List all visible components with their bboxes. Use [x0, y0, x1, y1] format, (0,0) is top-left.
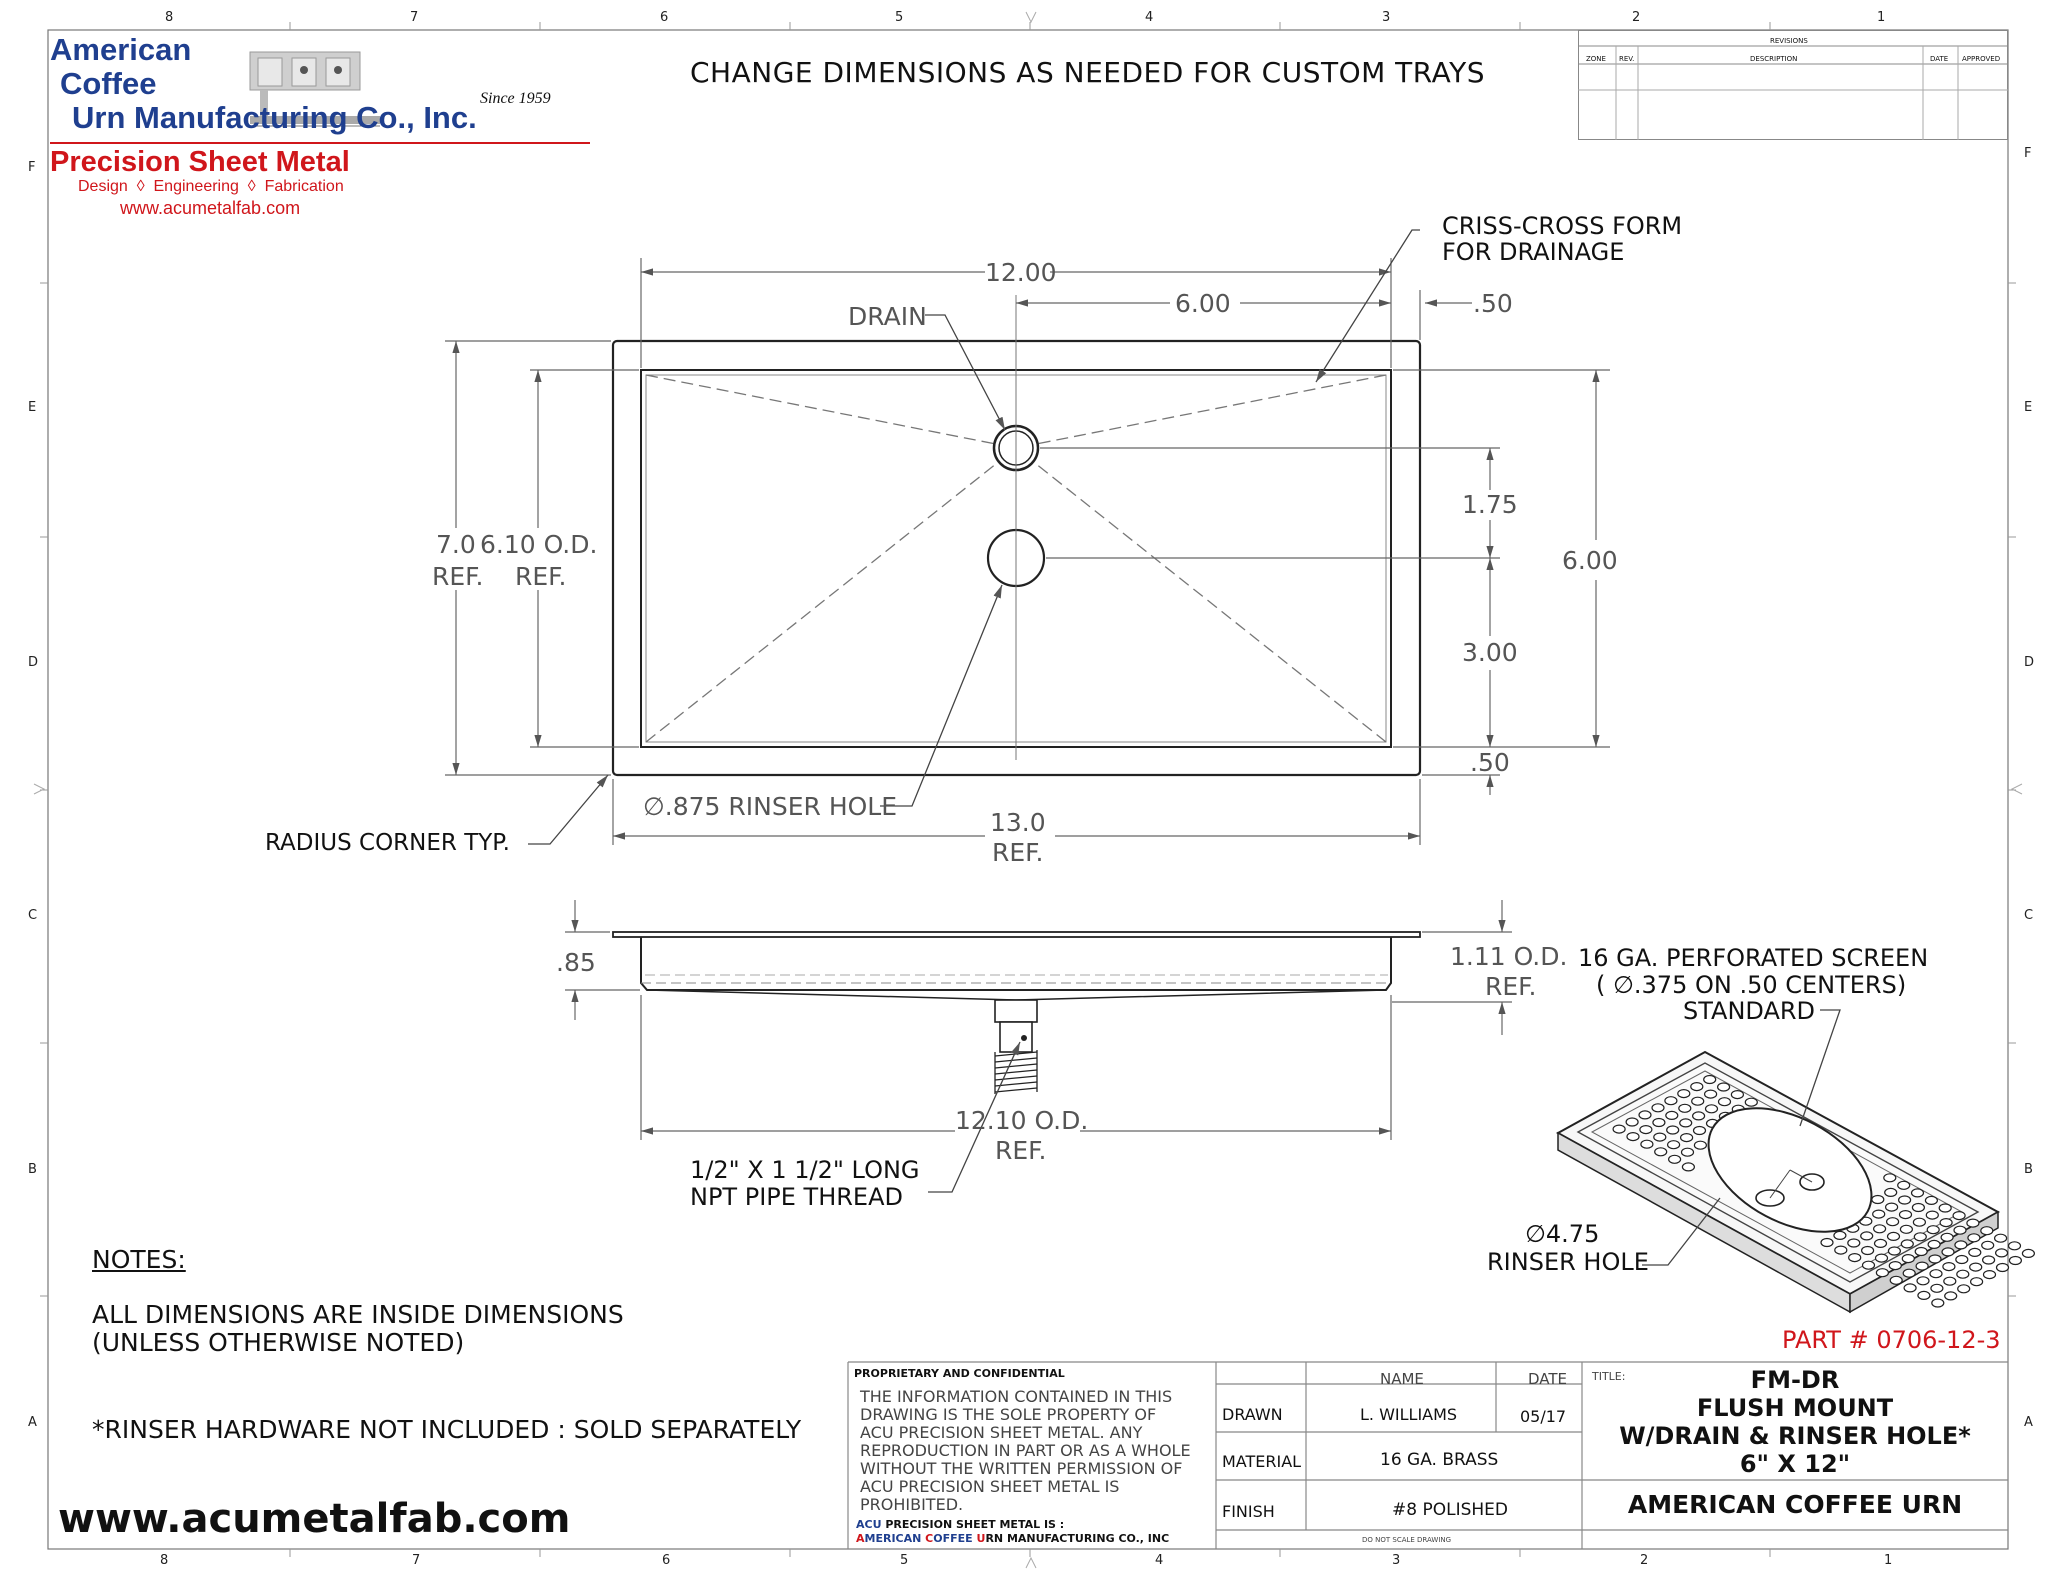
logo-line-american: American [50, 32, 192, 67]
dim-rinser-to-bottom: 3.00 [1462, 638, 1518, 667]
proprietary-text-line: THE INFORMATION CONTAINED IN THIS [860, 1387, 1173, 1406]
zone-row-c: C [28, 908, 38, 923]
dim-od-depth: 1.11 O.D. [1450, 942, 1568, 971]
callout-rinser-big-2: RINSER HOLE [1487, 1248, 1649, 1276]
title-block-finish-label: FINISH [1222, 1502, 1275, 1521]
title-block-name-header: NAME [1380, 1370, 1424, 1388]
dim-od-depth-ref: REF. [1485, 972, 1537, 1001]
callout-criss-cross-2: FOR DRAINAGE [1442, 238, 1625, 266]
dim-flange-top: .50 [1473, 289, 1513, 318]
acu-prefix: ACU [856, 1518, 882, 1531]
zone-row-f: F [28, 160, 36, 175]
zone-col-8-bottom: 8 [160, 1553, 169, 1568]
zone-row-a: A [28, 1415, 37, 1430]
zone-col-5: 5 [895, 10, 904, 25]
revisions-col-rev: REV. [1619, 55, 1635, 63]
zone-row-b: B [28, 1162, 37, 1177]
header-note: CHANGE DIMENSIONS AS NEEDED FOR CUSTOM TRAYS [690, 56, 1485, 89]
zone-col-3: 3 [1382, 10, 1391, 25]
drawing-title [1582, 1366, 2008, 1478]
logo-line-coffee: Coffee [60, 66, 157, 101]
zone-row-f-right: F [2024, 146, 2032, 161]
acu-word-merican: MERICAN [864, 1532, 926, 1545]
acu-line-2 [856, 1532, 1169, 1545]
acu-letter-u: U [976, 1532, 986, 1545]
dim-width-inside: 12.00 [985, 258, 1057, 287]
dim-inside-height: 6.00 [1562, 546, 1618, 575]
dim-outer-width: 13.0 [990, 808, 1046, 837]
callout-pipe-thread-1: 1/2" X 1 1/2" LONG [690, 1156, 920, 1184]
acu-line-1-text: PRECISION SHEET METAL IS : [885, 1518, 1065, 1531]
logo-line-urn: Urn Manufacturing Co., Inc. [72, 100, 477, 135]
dim-od-width-ref: REF. [995, 1136, 1047, 1165]
dim-od-height: 6.10 O.D. [480, 530, 598, 559]
logo-precision-sheet-metal: Precision Sheet Metal [50, 146, 350, 178]
logo-url[interactable]: www.acumetalfab.com [120, 198, 301, 218]
zone-col-5-bottom: 5 [900, 1553, 909, 1568]
notes-line-1: ALL DIMENSIONS ARE INSIDE DIMENSIONS [92, 1300, 624, 1329]
zone-row-d-right: D [2024, 655, 2035, 670]
revisions-col-date: DATE [1930, 55, 1949, 63]
company-name: AMERICAN COFFEE URN [1627, 1490, 1963, 1519]
drawing-title-line: W/DRAIN & RINSER HOLE* [1619, 1422, 1971, 1450]
zone-col-2: 2 [1632, 10, 1641, 25]
zone-row-e: E [28, 400, 37, 415]
callout-radius-corner: RADIUS CORNER TYP. [265, 830, 510, 856]
title-block-finish-value: #8 POLISHED [1392, 1500, 1508, 1520]
dim-outer-height: 7.0 [436, 530, 476, 559]
logo-since: Since 1959 [480, 90, 551, 107]
zone-col-6: 6 [660, 10, 669, 25]
revisions-title: REVISIONS [1770, 37, 1808, 45]
proprietary-text-line: REPRODUCTION IN PART OR AS A WHOLE [860, 1441, 1191, 1460]
dim-outer-width-ref: REF. [992, 838, 1044, 867]
notes-heading: NOTES: [92, 1245, 186, 1274]
proprietary-title: PROPRIETARY AND CONFIDENTIAL [854, 1367, 1065, 1380]
drawing-title-line: FM-DR [1750, 1366, 1840, 1394]
footer-url[interactable]: www.acumetalfab.com [58, 1496, 571, 1542]
proprietary-text-line: DRAWING IS THE SOLE PROPERTY OF [860, 1405, 1157, 1424]
zone-col-8: 8 [165, 10, 174, 25]
proprietary-text-line: ACU PRECISION SHEET METAL IS [860, 1477, 1120, 1496]
dim-drain-to-rinser: 1.75 [1462, 490, 1518, 519]
drawing-title-line: 6" X 12" [1739, 1450, 1851, 1478]
title-block-drawn-date: 05/17 [1520, 1407, 1567, 1426]
zone-row-b-right: B [2024, 1162, 2033, 1177]
callout-screen-1: 16 GA. PERFORATED SCREEN [1578, 944, 1929, 972]
logo-tagline: Design ◊ Engineering ◊ Fabrication [78, 178, 344, 195]
title-block-drawn-label: DRAWN [1222, 1405, 1283, 1424]
acu-letter-a: A [856, 1532, 865, 1545]
zone-row-c-right: C [2024, 908, 2034, 923]
dim-od-height-ref: REF. [515, 562, 567, 591]
title-block-date-header: DATE [1528, 1370, 1568, 1388]
proprietary-text-line: WITHOUT THE WRITTEN PERMISSION OF [860, 1459, 1183, 1478]
dim-od-width: 12.10 O.D. [955, 1106, 1089, 1135]
zone-col-1: 1 [1877, 10, 1886, 25]
zone-col-6-bottom: 6 [662, 1553, 671, 1568]
zone-col-1-bottom: 1 [1884, 1553, 1893, 1568]
zone-col-2-bottom: 2 [1640, 1553, 1649, 1568]
acu-letter-c: C [925, 1532, 934, 1545]
title-block-drawn-name: L. WILLIAMS [1360, 1405, 1458, 1424]
acu-word-offee: OFFEE [933, 1532, 977, 1545]
zone-row-a-right: A [2024, 1415, 2033, 1430]
acu-word-rn: RN MANUFACTURING CO., INC [985, 1532, 1170, 1545]
proprietary-text-line: PROHIBITED. [860, 1495, 964, 1514]
dim-depth: .85 [556, 948, 596, 977]
revisions-col-zone: ZONE [1586, 55, 1606, 63]
zone-row-d: D [28, 655, 39, 670]
callout-pipe-thread-2: NPT PIPE THREAD [690, 1183, 903, 1211]
callout-criss-cross-1: CRISS-CROSS FORM [1442, 212, 1683, 240]
callout-screen-2: ( ∅.375 ON .50 CENTERS) [1596, 971, 1907, 999]
notes-line-2: (UNLESS OTHERWISE NOTED) [92, 1328, 465, 1357]
callout-rinser-hole: ∅.875 RINSER HOLE [643, 792, 898, 821]
title-block-title-label: TITLE: [1592, 1370, 1626, 1383]
zone-row-e-right: E [2024, 400, 2033, 415]
zone-col-7: 7 [410, 10, 419, 25]
drawing-title-line: FLUSH MOUNT [1696, 1394, 1894, 1422]
part-number: PART # 0706-12-3 [1782, 1326, 2001, 1354]
callout-screen-3: STANDARD [1683, 997, 1816, 1025]
acu-line-1 [856, 1518, 1064, 1531]
revisions-col-approved: APPROVED [1962, 55, 2001, 63]
zone-col-7-bottom: 7 [412, 1553, 421, 1568]
notes-line-3: *RINSER HARDWARE NOT INCLUDED : SOLD SEPARATELY [92, 1415, 802, 1444]
zone-col-4-bottom: 4 [1155, 1553, 1164, 1568]
do-not-scale: DO NOT SCALE DRAWING [1362, 1536, 1452, 1544]
proprietary-text-line: ACU PRECISION SHEET METAL. ANY [860, 1423, 1143, 1442]
dim-flange-bottom: .50 [1470, 748, 1510, 777]
proprietary-text [860, 1388, 1191, 1514]
title-block-material-label: MATERIAL [1222, 1452, 1302, 1471]
dim-half-width: 6.00 [1175, 289, 1231, 318]
callout-rinser-big-1: ∅4.75 [1525, 1220, 1600, 1248]
zone-col-4: 4 [1145, 10, 1154, 25]
zone-col-3-bottom: 3 [1392, 1553, 1401, 1568]
callout-drain: DRAIN [848, 302, 927, 331]
title-block-material-value: 16 GA. BRASS [1380, 1450, 1499, 1470]
revisions-col-description: DESCRIPTION [1750, 55, 1798, 63]
dim-outer-height-ref: REF. [432, 562, 484, 591]
